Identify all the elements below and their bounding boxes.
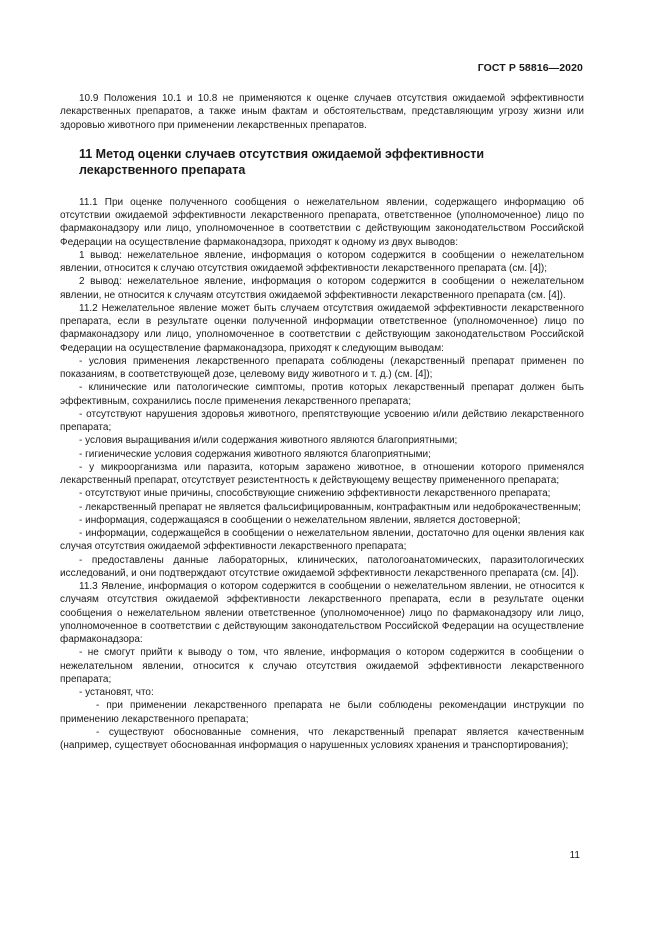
body-text [60,92,584,752]
list-item: - установят, что: [79,687,154,698]
list-item: - условия применения лекарственного препарата соблюдены (лекарственный препарат применен по показаниям, в соответствующей дозе, целевому виду животного и т. д.) (см. [4]); [60,355,584,380]
conclusion-1: 1 вывод: нежелательное явление, информация о котором содержится в сообщении о нежелательном явлении, относится к случаю отсутствия ожидаемой эффективности лекарственного препарата (см. [4]); [60,249,584,274]
paragraph-11-3: 11.3 Явление, информация о котором содержится в сообщении о нежелательном явлении, не относится к случаям отсутствия ожидаемой эффективности лекарственного препарата, если в результате оценки сообщения о нежелательном явлении ответственное (уполномоченное) лицо по фармаконадзору или лицо, уполномоченное в соответствии с действующим законодательством Российской Федерации на осуществление фармаконадзора: [60,581,584,645]
page-number: 11 [569,850,580,861]
list-item: - отсутствуют нарушения здоровья животного, препятствующие усвоению и/или действию лекарственного препарата; [60,408,584,433]
paragraph-11-1: 11.1 При оценке полученного сообщения о нежелательном явлении, содержащего информацию об отсутствии ожидаемой эффективности лекарственного препарата, ответственное (уполномоченное) лицо по фармаконадзору или лицо, уполномоченное в соответствии с действующим законодательством Российской Федерации на осуществление фармаконадзора, приходят к одному из двух выводов: [60,196,584,248]
list-item: - информации, содержащейся в сообщении о нежелательном явлении, достаточно для оценки явления как случая отсутствия ожидаемой эффективности лекарственного препарата; [60,528,584,553]
list-item: - клинические или патологические симптомы, против которых лекарственный препарат должен быть эффективным, сохранились после применения лекарственного препарата; [60,382,584,407]
sub-list-item: - существуют обоснованные сомнения, что лекарственный препарат является качественным (например, существует обоснованная информация о нарушенных условиях хранения и транспортирования); [60,726,584,751]
conclusion-2: 2 вывод: нежелательное явление, информация о котором содержится в сообщении о нежелательном явлении, не относится к случаям отсутствия ожидаемой эффективности лекарственного препарата (см. [4]). [60,276,584,301]
section-heading: 11 Метод оценки случаев отсутствия ожидаемой эффективности лекарственного препарата [79,146,485,177]
standard-header: ГОСТ Р 58816—2020 [477,62,583,74]
sub-list-item: - при применении лекарственного препарата не были соблюдены рекомендации инструкции по применению лекарственного препарата; [60,700,584,725]
list-item: - гигиенические условия содержания животного являются благоприятными; [79,448,431,460]
list-item: - у микроорганизма или паразита, которым заражено животное, в отношении которого применялся лекарственный препарат, отсутствует резистентность к действующему веществу примененного препарата; [60,461,584,486]
list-item: - информация, содержащаяся в сообщении о нежелательном явлении, является достоверной; [79,514,521,526]
list-item: - отсутствуют иные причины, способствующие снижению эффективности лекарственного препарата; [79,488,551,500]
list-item: - не смогут прийти к выводу о том, что явление, информация о котором содержится в сообщении о нежелательном явлении, относится к случаю отсутствия ожидаемой эффективности лекарственного препарата; [60,647,584,685]
paragraph-10-9: 10.9 Положения 10.1 и 10.8 не применяются к оценке случаев отсутствия ожидаемой эффективности лекарственных препаратов, а также иным фактам и обстоятельствам, представляющим угрозу жизни или здоровью животного при применении лекарственных препаратов. [60,93,584,131]
list-item: - лекарственный препарат не является фальсифицированным, контрафактным или недоброкачественным; [79,501,581,513]
list-item: - условия выращивания и/или содержания животного являются благоприятными; [79,435,458,447]
list-item: - предоставлены данные лабораторных, клинических, патологоанатомических, паразитологических исследований, и они подтверждают отсутствие ожидаемой эффективности лекарственного препарата (см. [4]). [60,554,584,579]
paragraph-11-2: 11.2 Нежелательное явление может быть случаем отсутствия ожидаемой эффективности лекарственного препарата, если в результате оценки полученной информации ответственное (уполномоченное) лицо по фармаконадзору или лицо, уполномоченное в соответствии с действующим законодательством Российской Федерации на осуществление фармаконадзора, приходят к следующим выводам: [60,302,584,354]
